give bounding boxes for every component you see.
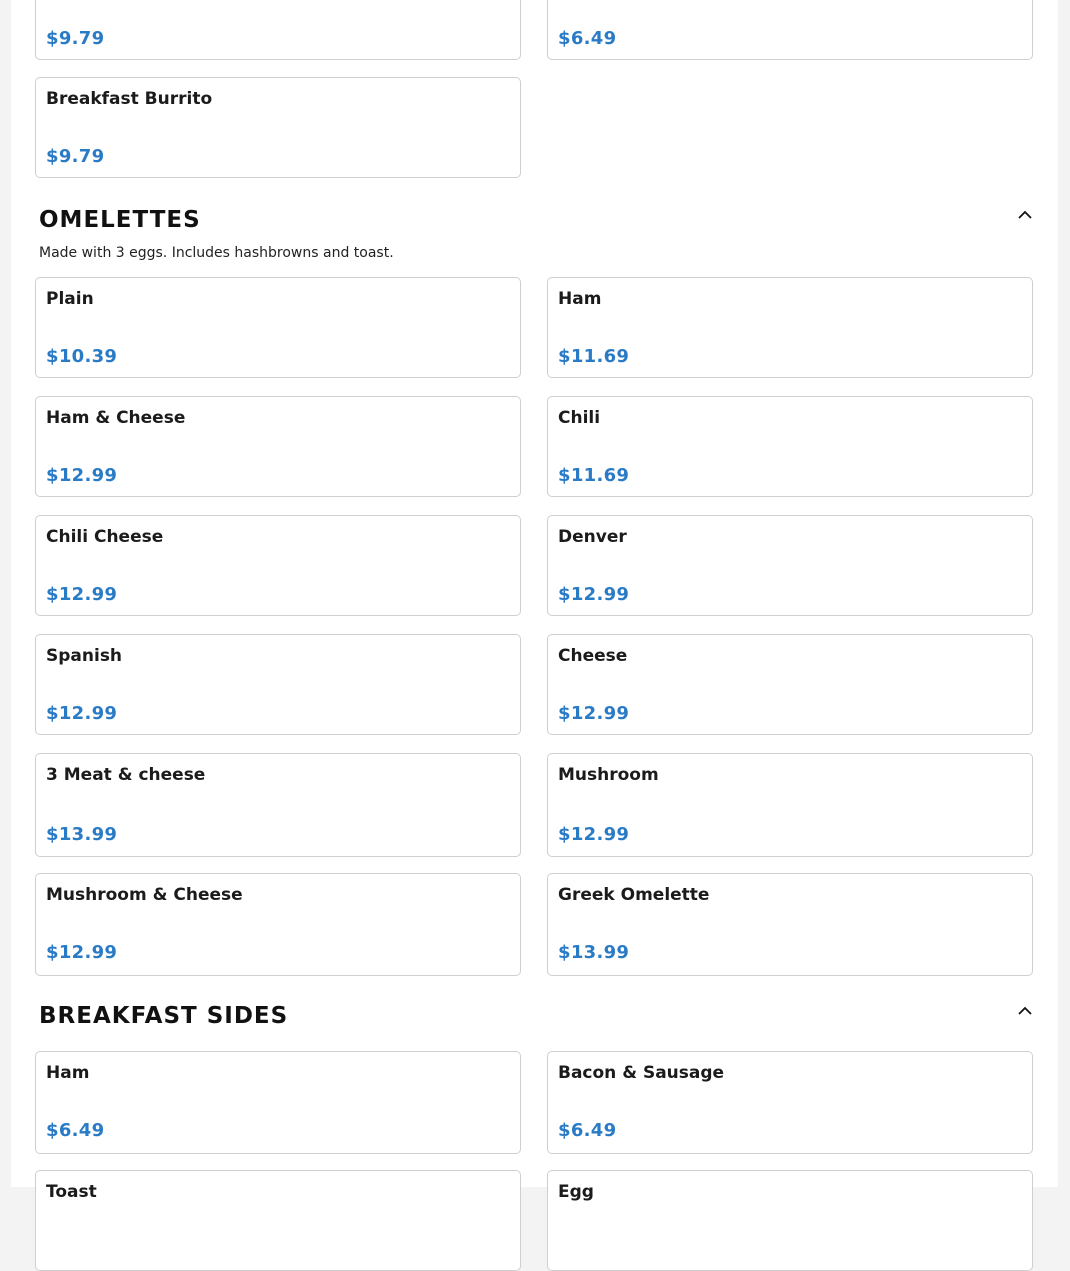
- item-price: $6.49: [46, 1120, 105, 1141]
- menu-item-card[interactable]: [547, 873, 1033, 976]
- item-name: Chili Cheese: [46, 527, 164, 547]
- item-name: Toast: [46, 1182, 97, 1202]
- item-price: $9.79: [46, 28, 105, 49]
- item-name: Ham: [558, 289, 602, 309]
- item-price: $12.99: [558, 703, 630, 724]
- item-price: $9.79: [46, 146, 105, 167]
- menu-item-card[interactable]: [35, 0, 521, 60]
- item-name: Mushroom: [558, 765, 659, 785]
- menu-item-card[interactable]: [547, 753, 1033, 857]
- menu-item-card[interactable]: [35, 396, 521, 497]
- item-price: $12.99: [46, 584, 118, 605]
- collapse-section-button[interactable]: [1016, 1001, 1034, 1019]
- menu-item-card[interactable]: [547, 1170, 1033, 1271]
- item-price: $13.99: [558, 942, 630, 963]
- menu-item-card[interactable]: [35, 277, 521, 378]
- item-name: Egg: [558, 1182, 594, 1202]
- menu-item-card[interactable]: [35, 873, 521, 976]
- item-name: Greek Omelette: [558, 885, 710, 905]
- menu-item-card[interactable]: [35, 77, 521, 178]
- item-price: $6.49: [558, 28, 617, 49]
- item-price: $12.99: [46, 942, 118, 963]
- item-name: Ham: [46, 1063, 90, 1083]
- menu-item-card[interactable]: [547, 634, 1033, 735]
- menu-item-card[interactable]: [547, 277, 1033, 378]
- item-name: 3 Meat & cheese: [46, 765, 206, 785]
- item-name: Chili: [558, 408, 601, 428]
- item-name: Spanish: [46, 646, 123, 666]
- item-price: $11.69: [558, 346, 630, 367]
- section-description: Made with 3 eggs. Includes hashbrowns and toast.: [39, 245, 394, 261]
- menu-item-card[interactable]: [35, 515, 521, 616]
- item-price: $10.39: [46, 346, 118, 367]
- menu-item-card[interactable]: [547, 1051, 1033, 1154]
- chevron-up-icon: [1018, 210, 1032, 219]
- menu-item-card[interactable]: [35, 753, 521, 857]
- section-title-breakfast-sides: BREAKFAST SIDES: [39, 1003, 289, 1029]
- item-name: Bacon & Sausage: [558, 1063, 725, 1083]
- item-name: Cheese: [558, 646, 628, 666]
- item-price: $12.99: [46, 465, 118, 486]
- menu-item-card[interactable]: [547, 0, 1033, 60]
- item-price: $11.69: [558, 465, 630, 486]
- item-price: $12.99: [558, 824, 630, 845]
- menu-item-card[interactable]: [35, 1051, 521, 1154]
- item-price: $13.99: [46, 824, 118, 845]
- item-price: $6.49: [558, 1120, 617, 1141]
- menu-item-card[interactable]: [547, 396, 1033, 497]
- item-name: Plain: [46, 289, 94, 309]
- menu-page: [11, 0, 1058, 1202]
- menu-item-card[interactable]: [35, 1170, 521, 1271]
- item-price: $12.99: [558, 584, 630, 605]
- collapse-section-button[interactable]: [1016, 205, 1034, 223]
- menu-item-card[interactable]: [35, 634, 521, 735]
- item-price: $12.99: [46, 703, 118, 724]
- item-name: Denver: [558, 527, 627, 547]
- item-name: Ham & Cheese: [46, 408, 186, 428]
- section-title-omelettes: OMELETTES: [39, 207, 201, 233]
- item-name: Breakfast Burrito: [46, 89, 213, 109]
- chevron-up-icon: [1018, 1006, 1032, 1015]
- menu-item-card[interactable]: [547, 515, 1033, 616]
- item-name: Mushroom & Cheese: [46, 885, 243, 905]
